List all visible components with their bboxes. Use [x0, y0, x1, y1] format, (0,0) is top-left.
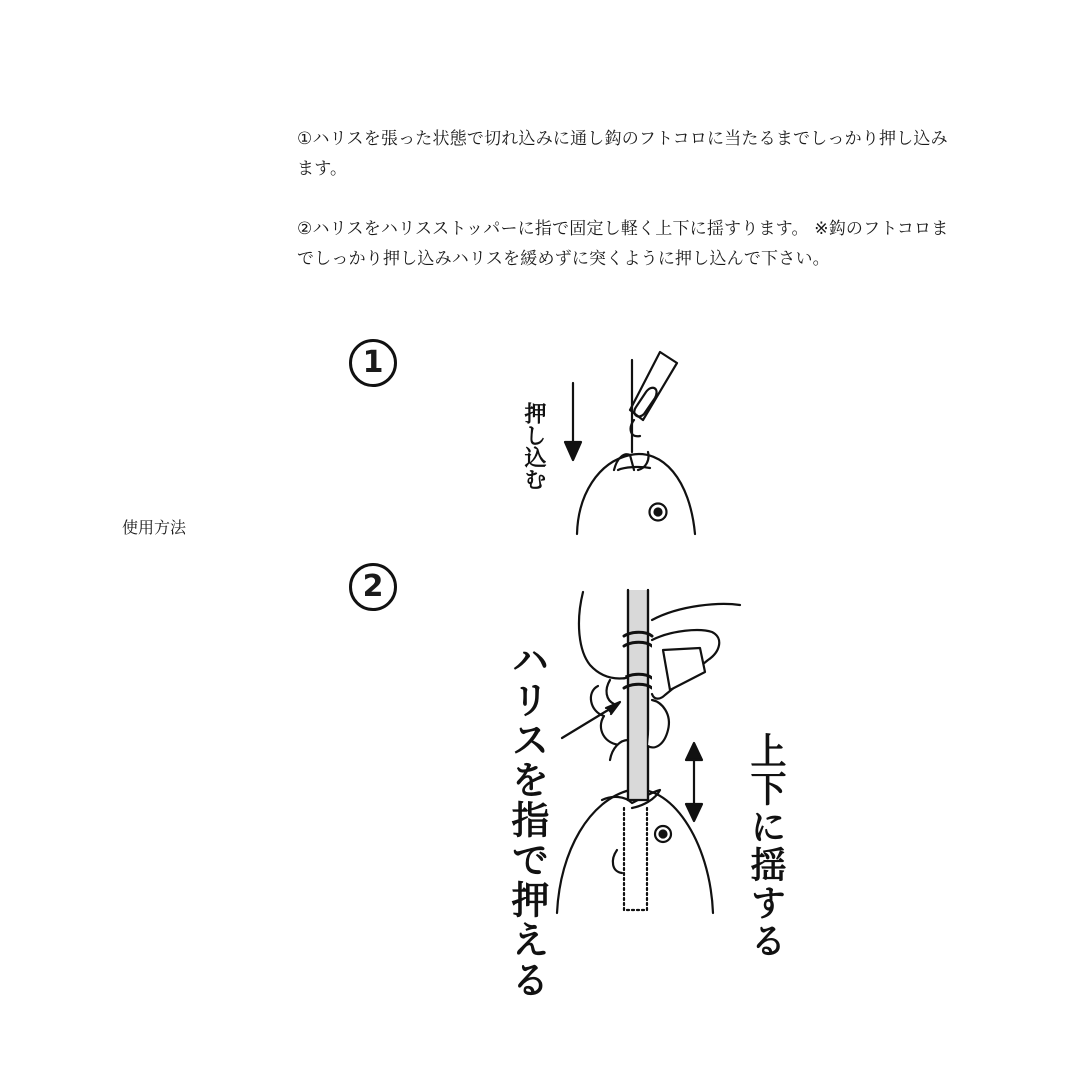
hook-inside-step2: [624, 808, 647, 910]
shake-up-down-label: 上下に揺する: [745, 732, 786, 960]
hook-tool-step1: [630, 352, 677, 452]
instruction-step-1: ①ハリスを張った状態で切れ込みに通し鈎のフトコロに当たるまでしっかり押し込みます。: [297, 129, 948, 179]
step-2-number: 2: [349, 563, 397, 611]
instruction-step-2: ②ハリスをハリスストッパーに指で固定し軽く上下に揺すります。 ※鈎のフトコロまでしっかり押し込みハリスを緩めずに突くように押し込んで下さい。: [297, 219, 949, 269]
push-in-label: 押し込む: [521, 402, 546, 490]
press-with-finger-label: ハリスを指で押える: [505, 640, 549, 1000]
step-1-number: 1: [349, 339, 397, 387]
up-down-arrow-icon: [686, 743, 702, 821]
push-down-arrow-icon: [565, 383, 581, 460]
bait-eye-step1: [650, 504, 667, 521]
bait-eye-step2: [655, 826, 671, 842]
usage-section-label: 使用方法: [122, 518, 187, 537]
hand-illustration: [579, 592, 740, 760]
harisu-line-step2: [628, 590, 648, 800]
